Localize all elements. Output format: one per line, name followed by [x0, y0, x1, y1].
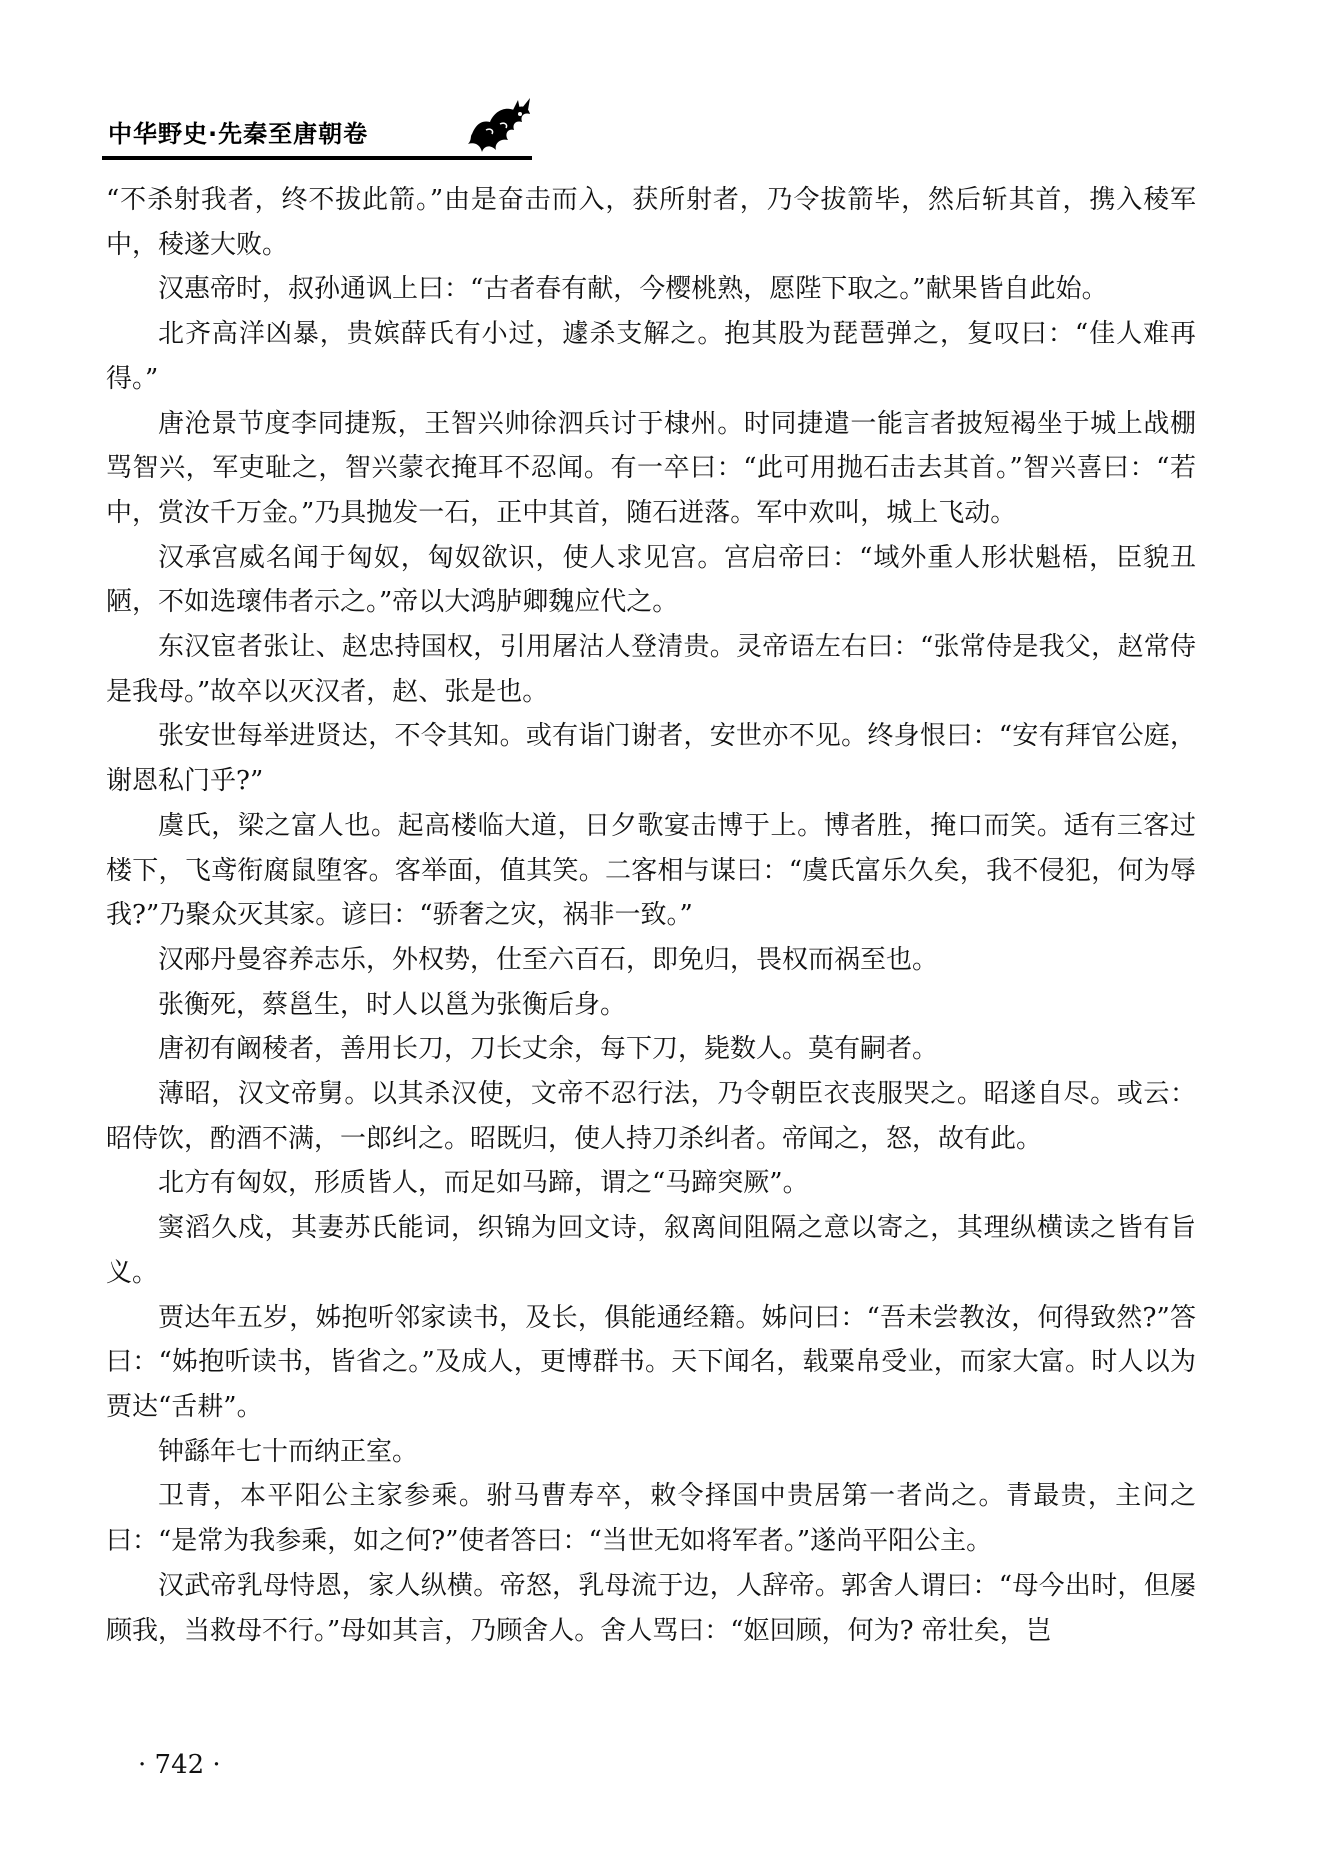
paragraph: 张安世每举进贤达，不令其知。或有诣门谢者，安世亦不见。终身恨曰：“安有拜官公庭，谢恩私门乎?” — [106, 721, 1196, 797]
page-number: · 742 · — [138, 1750, 221, 1780]
paragraph: 汉惠帝时，叔孙通讽上曰：“古者春有献，今樱桃熟，愿陛下取之。”献果皆自此始。 — [158, 274, 1108, 305]
paragraph: 钟繇年七十而纳正室。 — [158, 1436, 419, 1467]
paragraph: 张衡死，蔡邕生，时人以邕为张衡后身。 — [158, 989, 627, 1020]
paragraph: 虞氏，梁之富人也。起高楼临大道，日夕歌宴击博于上。博者胜，掩口而笑。适有三客过楼下，飞鸢衔腐鼠堕客。客举面，值其笑。二客相与谋曰：“虞氏富乐久矣，我不侵犯，何为辱我?”乃聚众灭其家。谚曰：“骄奢之灾，祸非一致。” — [106, 810, 1196, 931]
paragraph: 北方有匈奴，形质皆人，而足如马蹄，谓之“马蹄突厥”。 — [158, 1168, 809, 1199]
paragraph: 卫青，本平阳公主家参乘。驸马曹寿卒，敕令择国中贵居第一者尚之。青最贵，主问之曰：“是常为我参乘，如之何?”使者答曰：“当世无如将军者。”遂尚平阳公主。 — [106, 1481, 1196, 1557]
paragraph: “不杀射我者，终不拔此箭。”由是奋击而入，获所射者，乃令拔箭毕，然后斩其首，携入稜军中，稜遂大败。 — [106, 185, 1196, 260]
running-header — [102, 110, 522, 150]
paragraph: 唐沧景节度李同捷叛，王智兴帅徐泗兵讨于棣州。时同捷遣一能言者披短褐坐于城上战棚骂智兴，军吏耻之，智兴蒙衣掩耳不忍闻。有一卒曰：“此可用抛石击去其首。”智兴喜曰：“若中，赏汝千万金。”乃具抛发一石，正中其首，随石迸落。军中欢叫，城上飞动。 — [106, 408, 1196, 528]
dragon-icon — [464, 94, 534, 154]
body-text — [106, 178, 1196, 1653]
paragraph: 汉武帝乳母恃恩，家人纵横。帝怒，乳母流于边，人辞帝。郭舍人谓曰：“母今出时，但屡顾我，当救母不行。”母如其言，乃顾舍人。舍人骂曰：“妪回顾，何为? 帝壮矣，岂 — [106, 1570, 1196, 1646]
paragraph: 贾达年五岁，姊抱听邻家读书，及长，俱能通经籍。姊问曰：“吾未尝教汝，何得致然?”答曰：“姊抱听读书，皆省之。”及成人，更博群书。天下闻名，载粟帛受业，而家大富。时人以为贾达“舌耕”。 — [106, 1302, 1196, 1422]
paragraph: 北齐高洋凶暴，贵嫔薛氏有小过，遽杀支解之。抱其股为琵琶弹之，复叹曰：“佳人难再得。” — [106, 319, 1196, 394]
header-rule — [102, 156, 532, 160]
paragraph: 薄昭，汉文帝舅。以其杀汉使，文帝不忍行法，乃令朝臣衣丧服哭之。昭遂自尽。或云：昭侍饮，酌酒不满，一郎纠之。昭既归，使人持刀杀纠者。帝闻之，怒，故有此。 — [106, 1079, 1196, 1154]
paragraph: 汉邴丹曼容养志乐，外权势，仕至六百石，即免归，畏权而祸至也。 — [158, 944, 939, 975]
paragraph: 窦滔久戍，其妻苏氏能词，织锦为回文诗，叙离间阻隔之意以寄之，其理纵横读之皆有旨义。 — [106, 1213, 1196, 1288]
paragraph: 唐初有阚稜者，善用长刀，刀长丈余，每下刀，毙数人。莫有嗣者。 — [158, 1034, 939, 1065]
paragraph: 东汉宦者张让、赵忠持国权，引用屠沽人登清贵。灵帝语左右曰：“张常侍是我父，赵常侍是我母。”故卒以灭汉者，赵、张是也。 — [106, 632, 1196, 707]
paragraph: 汉承宫威名闻于匈奴，匈奴欲识，使人求见宫。宫启帝曰：“域外重人形状魁梧，臣貌丑陋，不如选瓌伟者示之。”帝以大鸿胪卿魏应代之。 — [106, 542, 1196, 618]
book-title: 中华野史·先秦至唐朝卷 — [108, 120, 369, 148]
